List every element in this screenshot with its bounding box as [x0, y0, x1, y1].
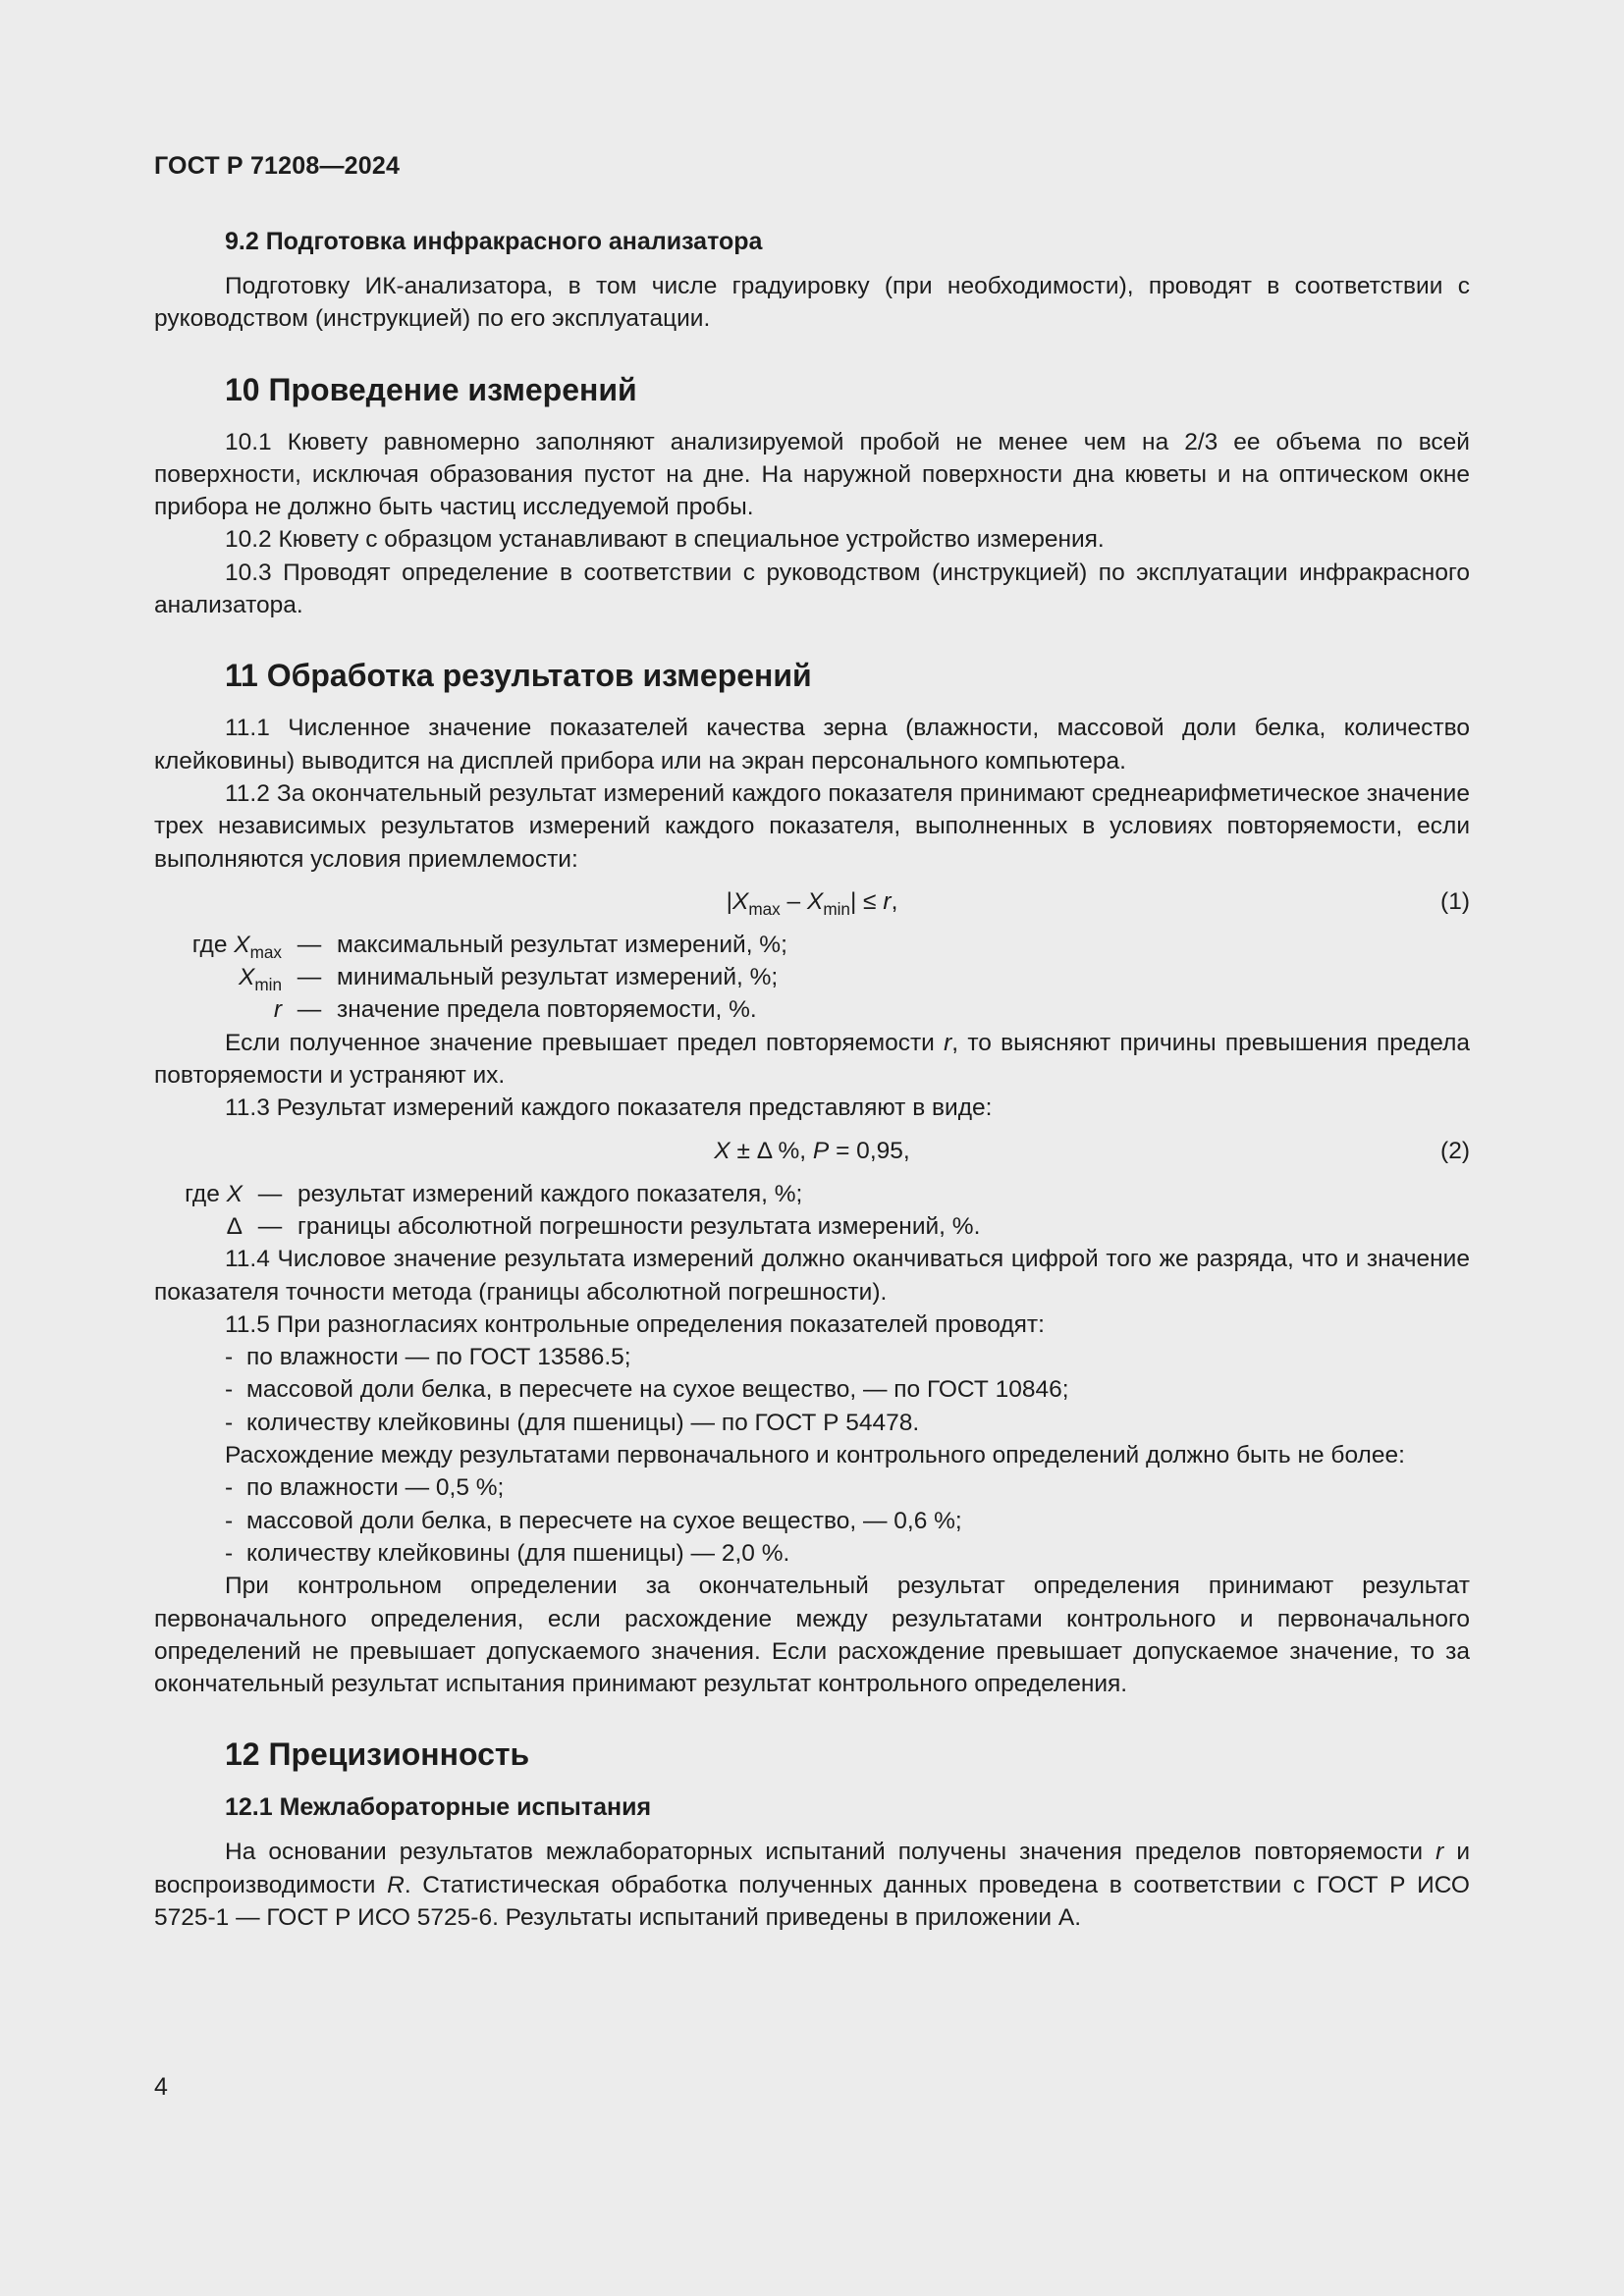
formula-2 — [154, 1135, 1470, 1170]
formula-1-number: (1) — [1440, 887, 1470, 915]
paragraph-9-2: Подготовку ИК-анализатора, в том числе градуировку (при необходимости), проводят в соответствии с руководством (инструкцией) по его эксплуатации. — [154, 273, 1470, 333]
where-row-xmin: $X_{min}$ — минимальный результат измерений, %; — [239, 964, 779, 995]
list-item: - количеству клейковины (для пшеницы) — 2,0 %. — [225, 1539, 790, 1567]
subsection-heading-12-1: 12.1 Межлабораторные испытания — [225, 1793, 652, 1822]
formula-1 — [154, 885, 1470, 921]
paragraph-11-1: 11.1 Численное значение показателей качества зерна (влажности, массовой доли белка, количество клейковины) выводится на дисплей прибора или на экран персонального компьютера. — [154, 715, 1470, 774]
paragraph-repeatability: Если полученное значение превышает предел повторяемости r, то выясняют причины превышения предела повторяемости и устраняют их. — [154, 1029, 1470, 1090]
paragraph-10-3: 10.3 Проводят определение в соответствии с руководством (инструкцией) по эксплуатации инфракрасного анализатора. — [154, 559, 1470, 619]
list-item: - массовой доли белка, в пересчете на сухое вещество, — 0,6 %; — [225, 1507, 962, 1534]
list-item: - по влажности — по ГОСТ 13586.5; — [225, 1344, 631, 1371]
where-row-xmax: где $X_{max}$ — максимальный результат измерений, %; — [191, 931, 787, 962]
paragraph-11-5: 11.5 При разногласиях контрольные определения показателей проводят: — [225, 1310, 1045, 1338]
paragraph-12-1: На основании результатов межлабораторных испытаний получены значения пределов повторяемости r и воспроизводимости R. Статистическая обработка полученных данных проведена в соответствии с ГОСТ Р ИСО 5725-1 — ГОСТ Р ИСО 5725-6. Результаты испытаний приведены в приложении А. — [154, 1839, 1471, 1931]
paragraph-11-4: 11.4 Числовое значение результата измерений должно оканчиваться цифрой того же разряда, что и значение показателя точности метода (границы абсолютной погрешности). — [154, 1246, 1470, 1306]
page-number: 4 — [154, 2073, 168, 2101]
paragraph-10-2: 10.2 Кювету с образцом устанавливают в специальное устройство измерения. — [225, 526, 1105, 554]
document-header: ГОСТ Р 71208—2024 — [154, 152, 401, 180]
paragraph-control-determination: При контрольном определении за окончательный результат определения принимают результат первоначального определения, если расхождение между результатами контрольного и первоначального определений не превышает допускаемого значения. Если расхождение превышает допускаемое значение, то за окончательный результат испытания принимают результат контрольного определения. — [154, 1573, 1470, 1698]
list-item: - по влажности — 0,5 %; — [225, 1474, 505, 1502]
subsection-heading-9-2: 9.2 Подготовка инфракрасного анализатора — [225, 228, 763, 255]
section-heading-10: 10 Проведение измерений — [225, 371, 637, 407]
section-heading-11: 11 Обработка результатов измерений — [225, 658, 812, 694]
paragraph-11-2: 11.2 За окончательный результат измерений каждого показателя принимают среднеарифметическое значение трех независимых результатов измерений каждого показателя, выполненных в условиях повторяемости, если выполняются условия приемлемости: — [154, 779, 1470, 873]
list-item: - массовой доли белка, в пересчете на сухое вещество, — по ГОСТ 10846; — [225, 1376, 1069, 1404]
list-item: - количеству клейковины (для пшеницы) — по ГОСТ Р 54478. — [225, 1409, 920, 1436]
formula-1-expression: $|X_{max} - X_{min}| \le r$, — [726, 887, 898, 919]
document-body — [154, 225, 1470, 1934]
where-row-x: где X — результат измерений каждого показателя, %; — [185, 1180, 803, 1207]
formula-2-number: (2) — [1440, 1137, 1470, 1164]
section-heading-12: 12 Прецизионность — [225, 1736, 530, 1773]
formula-2-expression: X ± Δ %, P = 0,95, — [714, 1137, 910, 1164]
paragraph-10-1: 10.1 Кювету равномерно заполняют анализируемой пробой не менее чем на 2/3 ее объема по всей поверхности, исключая образования пустот на дне. На наружной поверхности дна кюветы и на оптическом окне прибора не должно быть частиц исследуемой пробы. — [154, 428, 1470, 521]
paragraph-11-3: 11.3 Результат измерений каждого показателя представляют в виде: — [225, 1095, 993, 1122]
paragraph-discrepancy: Расхождение между результатами первоначального и контрольного определений должно быть не более: — [225, 1442, 1405, 1469]
where-row-delta: Δ — границы абсолютной погрешности результата измерений, %. — [226, 1212, 981, 1240]
where-row-r: r — значение предела повторяемости, %. — [273, 996, 757, 1024]
